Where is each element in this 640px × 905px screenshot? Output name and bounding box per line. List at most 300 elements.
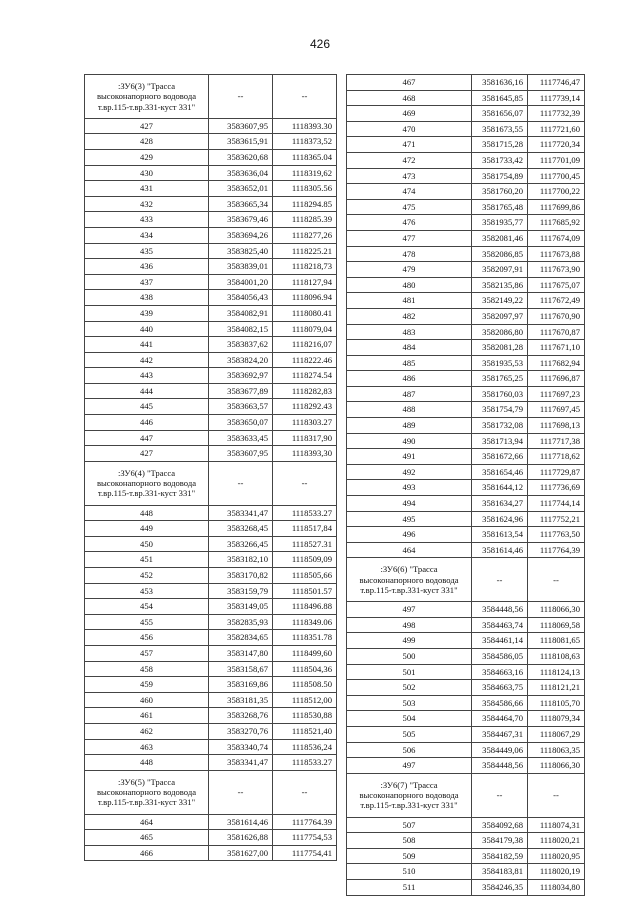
table-row [85,290,337,306]
point-number: 487 [347,386,472,402]
table-row [347,324,585,340]
y-coordinate: 1117697,45 [528,402,585,418]
x-placeholder: -- [209,461,273,505]
page-number: 426 [309,37,331,51]
y-coordinate: 1118294.85 [273,196,337,212]
x-coordinate: 3584448,56 [472,602,528,618]
y-coordinate: 1118274.54 [273,368,337,384]
y-coordinate: 1118124,13 [528,664,585,680]
x-coordinate: 3582097,97 [472,308,528,324]
table-row [347,848,585,864]
point-number: 509 [347,848,472,864]
y-coordinate: 1118034,80 [528,879,585,895]
table-row [347,184,585,200]
y-coordinate: 1118533.27 [273,505,337,521]
y-coordinate: 1117718,62 [528,449,585,465]
table-row [85,181,337,197]
x-placeholder: -- [472,773,528,817]
point-number: 497 [347,758,472,774]
table-row [85,677,337,693]
table-row [85,196,337,212]
point-number: 494 [347,496,472,512]
x-coordinate: 3584448,56 [472,758,528,774]
table-row [85,352,337,368]
table-row [347,90,585,106]
x-coordinate: 3583149,05 [209,599,273,615]
x-coordinate: 3582835,93 [209,614,273,630]
y-coordinate: 1117754,41 [273,845,337,861]
table-row [347,152,585,168]
table-row [347,695,585,711]
point-number: 471 [347,137,472,153]
table-row [85,568,337,584]
x-coordinate: 3582834,65 [209,630,273,646]
table-row [347,680,585,696]
y-coordinate: 1118504,36 [273,661,337,677]
parcel-header-row [347,558,585,602]
point-number: 454 [85,599,209,615]
x-coordinate: 3581626,88 [209,830,273,846]
y-coordinate: 1118512,00 [273,692,337,708]
x-coordinate: 3581644,12 [472,480,528,496]
point-number: 492 [347,464,472,480]
table-row [85,814,337,830]
y-coordinate: 1118222.46 [273,352,337,368]
y-coordinate: 1117721,60 [528,121,585,137]
table-row [85,552,337,568]
table-row [347,371,585,387]
y-coordinate: 1118020,95 [528,848,585,864]
y-coordinate: 1118349.06 [273,614,337,630]
y-coordinate: 1118505,66 [273,568,337,584]
x-coordinate: 3583677,89 [209,383,273,399]
point-number: 491 [347,449,472,465]
point-number: 470 [347,121,472,137]
table-row [347,340,585,356]
y-coordinate: 1117754,53 [273,830,337,846]
table-row [347,742,585,758]
table-row [347,602,585,618]
point-number: 466 [85,845,209,861]
table-row [347,308,585,324]
table-row [347,199,585,215]
x-coordinate: 3583270,76 [209,723,273,739]
y-coordinate: 1118509,09 [273,552,337,568]
y-coordinate: 1117717,38 [528,433,585,449]
x-coordinate: 3581672,66 [472,449,528,465]
table-row [347,246,585,262]
y-coordinate: 1118508.50 [273,677,337,693]
y-coordinate: 1118069,58 [528,617,585,633]
table-row [85,630,337,646]
point-number: 464 [347,542,472,558]
y-coordinate: 1118305.56 [273,181,337,197]
point-number: 485 [347,355,472,371]
table-row [85,845,337,861]
table-row [347,864,585,880]
x-coordinate: 3584246,35 [472,879,528,895]
y-coordinate: 1118225.21 [273,243,337,259]
point-number: 497 [347,602,472,618]
point-number: 431 [85,181,209,197]
x-coordinate: 3581627,00 [209,845,273,861]
x-coordinate: 3583825,40 [209,243,273,259]
y-coordinate: 1117675,07 [528,277,585,293]
y-coordinate: 1117699,86 [528,199,585,215]
coordinates-table-right [346,74,585,896]
point-number: 488 [347,402,472,418]
x-coordinate: 3584082,91 [209,305,273,321]
y-coordinate: 1117670,90 [528,308,585,324]
table-row [347,711,585,727]
table-row [85,274,337,290]
table-row [85,118,337,134]
y-coordinate: 1118527.31 [273,536,337,552]
parcel-title: :ЗУ6(5) "Трасса высоконапорного водовода т.вр.115-т.вр.331-куст 331" [85,770,209,814]
x-coordinate: 3583607,95 [209,446,273,462]
table-row [85,399,337,415]
y-coordinate: 1118317,90 [273,430,337,446]
table-row [85,243,337,259]
y-coordinate: 1117671,10 [528,340,585,356]
point-number: 456 [85,630,209,646]
table-row [85,337,337,353]
y-coordinate: 1117700,22 [528,184,585,200]
y-coordinate: 1118096.94 [273,290,337,306]
x-coordinate: 3583824,20 [209,352,273,368]
x-coordinate: 3581634,27 [472,496,528,512]
table-row [85,708,337,724]
point-number: 478 [347,246,472,262]
y-coordinate: 1118496.88 [273,599,337,615]
x-coordinate: 3581613,54 [472,527,528,543]
x-coordinate: 3583692,97 [209,368,273,384]
x-coordinate: 3584092,68 [472,817,528,833]
x-coordinate: 3583679,46 [209,212,273,228]
table-row [347,106,585,122]
x-coordinate: 3584182,59 [472,848,528,864]
point-number: 427 [85,118,209,134]
x-coordinate: 3583650,07 [209,415,273,431]
y-coordinate: 1118373,52 [273,134,337,150]
y-coordinate: 1117744,14 [528,496,585,512]
y-coordinate: 1118536,24 [273,739,337,755]
y-coordinate: 1118066,30 [528,602,585,618]
y-coordinate: 1118303.27 [273,415,337,431]
point-number: 440 [85,321,209,337]
point-number: 464 [85,814,209,830]
y-coordinate: 1118081,65 [528,633,585,649]
x-coordinate: 3583170,82 [209,568,273,584]
y-coordinate: 1118066,30 [528,758,585,774]
point-number: 463 [85,739,209,755]
y-coordinate: 1118517,84 [273,521,337,537]
x-coordinate: 3583340,74 [209,739,273,755]
table-row [347,726,585,742]
x-coordinate: 3583636,04 [209,165,273,181]
y-coordinate: 1118020,19 [528,864,585,880]
x-coordinate: 3581614,46 [472,542,528,558]
x-coordinate: 3583615,91 [209,134,273,150]
table-row [347,418,585,434]
coordinates-table-left [84,74,337,861]
x-coordinate: 3583837,62 [209,337,273,353]
point-number: 462 [85,723,209,739]
point-number: 452 [85,568,209,584]
y-coordinate: 1117685,92 [528,215,585,231]
x-placeholder: -- [472,558,528,602]
y-coordinate: 1118365.04 [273,149,337,165]
table-row [347,293,585,309]
x-coordinate: 3583633,45 [209,430,273,446]
table-row [347,480,585,496]
y-coordinate: 1117720,34 [528,137,585,153]
x-coordinate: 3583181,35 [209,692,273,708]
point-number: 448 [85,505,209,521]
x-coordinate: 3584082,15 [209,321,273,337]
x-coordinate: 3583620,68 [209,149,273,165]
table-row [85,739,337,755]
point-number: 507 [347,817,472,833]
table-row [85,227,337,243]
x-coordinate: 3581645,85 [472,90,528,106]
point-number: 429 [85,149,209,165]
y-coordinate: 1118218,73 [273,259,337,275]
y-coordinate: 1118079,04 [273,321,337,337]
point-number: 435 [85,243,209,259]
x-coordinate: 3582081,46 [472,230,528,246]
x-coordinate: 3581624,96 [472,511,528,527]
x-coordinate: 3581715,28 [472,137,528,153]
table-row [85,661,337,677]
x-coordinate: 3584463,74 [472,617,528,633]
x-coordinate: 3581754,79 [472,402,528,418]
point-number: 446 [85,415,209,431]
point-number: 444 [85,383,209,399]
point-number: 441 [85,337,209,353]
y-placeholder: -- [528,773,585,817]
y-coordinate: 1117700,45 [528,168,585,184]
x-coordinate: 3583839,01 [209,259,273,275]
x-coordinate: 3581732,08 [472,418,528,434]
coordinates-table-right-body [347,75,585,896]
x-coordinate: 3583147,80 [209,646,273,662]
table-row [347,433,585,449]
table-row [85,430,337,446]
table-row [85,599,337,615]
x-coordinate: 3583665,34 [209,196,273,212]
y-coordinate: 1117736,69 [528,480,585,496]
x-coordinate: 3581656,07 [472,106,528,122]
point-number: 436 [85,259,209,275]
table-row [85,536,337,552]
table-row [347,121,585,137]
point-number: 442 [85,352,209,368]
y-coordinate: 1118351.78 [273,630,337,646]
y-coordinate: 1117696,87 [528,371,585,387]
x-coordinate: 3581733,42 [472,152,528,168]
table-row [347,496,585,512]
table-row [347,464,585,480]
x-coordinate: 3584663,75 [472,680,528,696]
parcel-header-row [85,770,337,814]
table-row [347,758,585,774]
point-number: 460 [85,692,209,708]
y-coordinate: 1117739,14 [528,90,585,106]
x-coordinate: 3581654,46 [472,464,528,480]
point-number: 504 [347,711,472,727]
x-coordinate: 3582097,91 [472,262,528,278]
point-number: 506 [347,742,472,758]
table-row [85,583,337,599]
x-coordinate: 3584586,66 [472,695,528,711]
table-row [85,321,337,337]
y-placeholder: -- [273,75,337,119]
x-coordinate: 3583663,57 [209,399,273,415]
y-coordinate: 1117701,09 [528,152,585,168]
point-number: 508 [347,833,472,849]
x-coordinate: 3583341,47 [209,755,273,771]
point-number: 445 [85,399,209,415]
y-coordinate: 1118285.39 [273,212,337,228]
table-row [347,633,585,649]
y-coordinate: 1118067,29 [528,726,585,742]
point-number: 449 [85,521,209,537]
table-row [85,259,337,275]
x-placeholder: -- [209,75,273,119]
point-number: 453 [85,583,209,599]
x-coordinate: 3581713,94 [472,433,528,449]
x-coordinate: 3581935,53 [472,355,528,371]
x-coordinate: 3581754,89 [472,168,528,184]
point-number: 501 [347,664,472,680]
y-placeholder: -- [528,558,585,602]
x-coordinate: 3581614,46 [209,814,273,830]
y-coordinate: 1117697,23 [528,386,585,402]
y-coordinate: 1118277,26 [273,227,337,243]
x-coordinate: 3583159,79 [209,583,273,599]
x-coordinate: 3584183,81 [472,864,528,880]
parcel-header-row [85,75,337,119]
point-number: 489 [347,418,472,434]
point-number: 455 [85,614,209,630]
x-coordinate: 3583268,76 [209,708,273,724]
point-number: 430 [85,165,209,181]
point-number: 443 [85,368,209,384]
y-coordinate: 1117698,13 [528,418,585,434]
x-coordinate: 3581765,25 [472,371,528,387]
table-row [85,149,337,165]
point-number: 427 [85,446,209,462]
point-number: 438 [85,290,209,306]
point-number: 432 [85,196,209,212]
table-row [347,511,585,527]
point-number: 500 [347,648,472,664]
y-coordinate: 1118393,30 [273,446,337,462]
table-row [85,755,337,771]
point-number: 481 [347,293,472,309]
x-coordinate: 3581760,20 [472,184,528,200]
table-row [347,355,585,371]
x-coordinate: 3582081,28 [472,340,528,356]
point-number: 483 [347,324,472,340]
point-number: 475 [347,199,472,215]
x-coordinate: 3584663,16 [472,664,528,680]
x-coordinate: 3584056,43 [209,290,273,306]
y-coordinate: 1118063,35 [528,742,585,758]
point-number: 434 [85,227,209,243]
y-coordinate: 1118127,94 [273,274,337,290]
point-number: 465 [85,830,209,846]
y-coordinate: 1118533.27 [273,755,337,771]
x-coordinate: 3584586,05 [472,648,528,664]
y-coordinate: 1117746,47 [528,75,585,91]
y-coordinate: 1118216,07 [273,337,337,353]
x-coordinate: 3583169,86 [209,677,273,693]
y-coordinate: 1117729,87 [528,464,585,480]
x-coordinate: 3584179,38 [472,833,528,849]
table-row [347,648,585,664]
table-row [347,277,585,293]
y-coordinate: 1118080.41 [273,305,337,321]
table-row [85,521,337,537]
point-number: 499 [347,633,472,649]
x-coordinate: 3581760,03 [472,386,528,402]
table-row [347,386,585,402]
table-row [347,75,585,91]
point-number: 450 [85,536,209,552]
point-number: 437 [85,274,209,290]
table-row [347,215,585,231]
point-number: 476 [347,215,472,231]
x-coordinate: 3583158,67 [209,661,273,677]
parcel-header-row [85,461,337,505]
table-row [85,723,337,739]
point-number: 486 [347,371,472,387]
y-coordinate: 1118319,62 [273,165,337,181]
y-placeholder: -- [273,770,337,814]
point-number: 467 [347,75,472,91]
point-number: 479 [347,262,472,278]
table-row [347,664,585,680]
point-number: 468 [347,90,472,106]
parcel-title: :ЗУ6(4) "Трасса высоконапорного водовода т.вр.115-т.вр.331-куст 331" [85,461,209,505]
x-coordinate: 3581673,55 [472,121,528,137]
point-number: 447 [85,430,209,446]
y-coordinate: 1117764,39 [528,542,585,558]
table-row [347,617,585,633]
table-row [85,383,337,399]
point-number: 490 [347,433,472,449]
x-coordinate: 3581636,16 [472,75,528,91]
table-row [347,817,585,833]
x-coordinate: 3584464,70 [472,711,528,727]
table-row [347,137,585,153]
y-coordinate: 1117752,21 [528,511,585,527]
point-number: 469 [347,106,472,122]
parcel-header-row [347,773,585,817]
table-row [85,305,337,321]
table-row [85,165,337,181]
x-coordinate: 3584449,06 [472,742,528,758]
point-number: 505 [347,726,472,742]
y-coordinate: 1118105,70 [528,695,585,711]
x-coordinate: 3582149,22 [472,293,528,309]
y-coordinate: 1118393.30 [273,118,337,134]
table-row [347,168,585,184]
point-number: 459 [85,677,209,693]
y-coordinate: 1118501.57 [273,583,337,599]
